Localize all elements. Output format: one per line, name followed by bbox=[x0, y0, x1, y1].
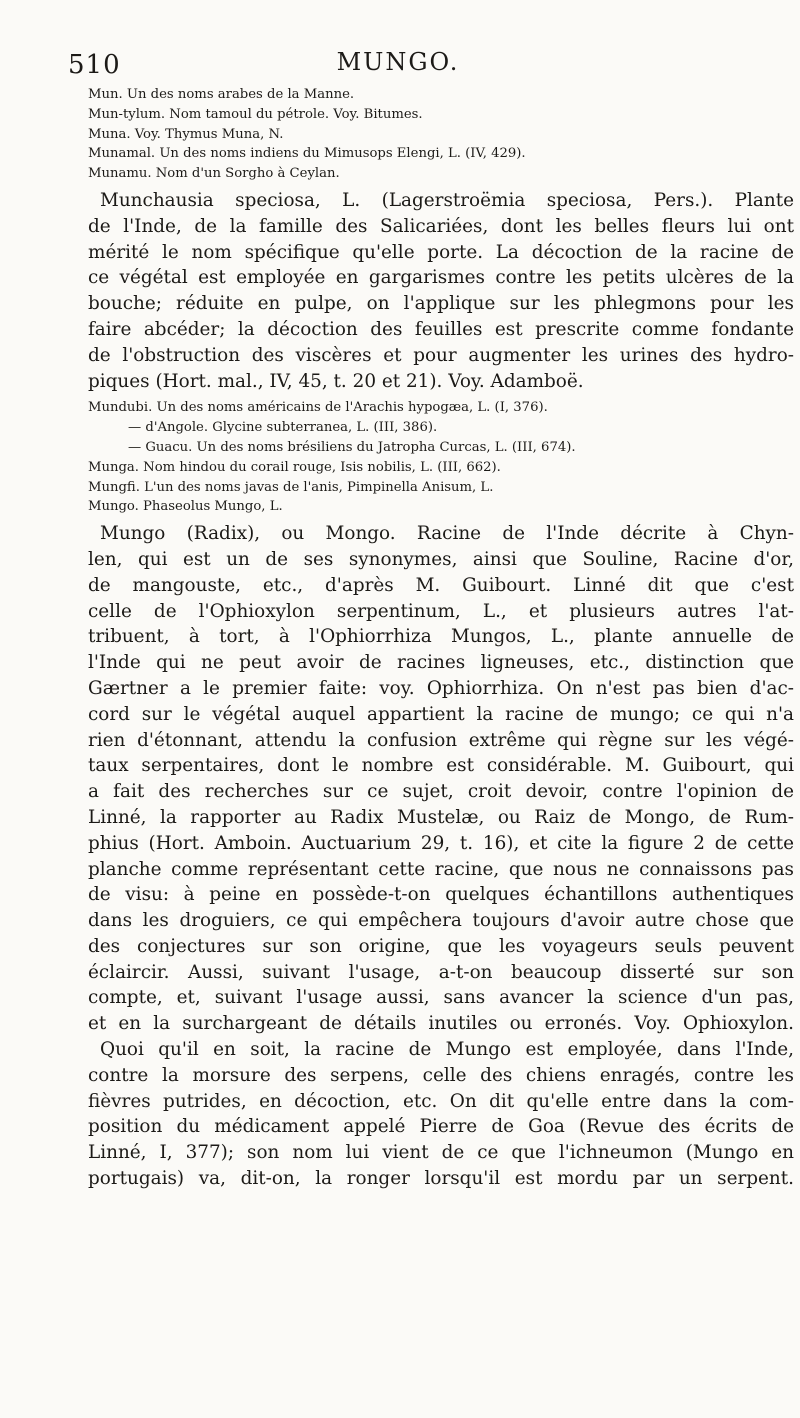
text-line: Linné, I, 377); son nom lui vient de ce que l'ichneumon (Mungo en bbox=[88, 1142, 794, 1164]
text-line: de l'obstruction des viscères et pour augmenter les urines des hydro- bbox=[88, 344, 794, 366]
entry-mungo-radix bbox=[88, 521, 794, 1037]
text-line: celle de l'Ophioxylon serpentinum, L., et plusieurs autres l'at- bbox=[88, 600, 794, 622]
text-line: a fait des recherches sur ce sujet, croit devoir, contre l'opinion de bbox=[88, 781, 794, 803]
text-line: taux serpentaires, dont le nombre est considérable. M. Guibourt, qui bbox=[88, 755, 794, 777]
text-line: Linné, la rapporter au Radix Mustelæ, ou Raiz de Mongo, de Rum- bbox=[88, 806, 794, 828]
text-line: contre la morsure des serpens, celle des chiens enragés, contre les bbox=[88, 1064, 794, 1086]
text-line: ce végétal est employée en gargarismes contre les petits ulcères de la bbox=[88, 267, 794, 289]
text-line: planche comme représentant cette racine, que nous ne connaissons pas bbox=[88, 858, 794, 880]
text-line: de l'Inde, de la famille des Salicariées, dont les belles fleurs lui ont bbox=[88, 215, 794, 237]
text-line: bouche; réduite en pulpe, on l'applique sur les phlegmons pour les bbox=[88, 293, 794, 315]
entry-mungo-phaseolus: Mungo. Phaseolus Mungo, L. bbox=[88, 499, 283, 515]
page-body bbox=[80, 85, 792, 1192]
text-line: len, qui est un de ses synonymes, ainsi que Souline, Racine d'or, bbox=[88, 548, 794, 570]
text-line: compte, et, suivant l'usage aussi, sans avancer la science d'un pas, bbox=[88, 987, 794, 1009]
text-line: portugais) va, dit-on, la ronger lorsqu'il est mordu par un serpent. bbox=[88, 1168, 794, 1190]
entry-mungfi: Mungfi. L'un des noms javas de l'anis, Pimpinella Anisum, L. bbox=[88, 479, 494, 495]
text-line: et en la surchargeant de détails inutiles ou erronés. Voy. Ophioxylon. bbox=[88, 1013, 794, 1035]
text-line: Mungo (Radix), ou Mongo. Racine de l'Inde décrite à Chyn- bbox=[100, 523, 794, 545]
paragraph-quoi-quil-en-soit bbox=[88, 1037, 794, 1192]
entry-muna: Muna. Voy. Thymus Muna, N. bbox=[88, 126, 284, 142]
text-line: rien d'étonnant, attendu la confusion extrême qui règne sur les végé- bbox=[88, 729, 794, 751]
running-title: MUNGO. bbox=[336, 48, 460, 76]
entry-mundubi: Mundubi. Un des noms américains de l'Arachis hypogæa, L. (I, 376). bbox=[88, 400, 548, 416]
page-number: 510 bbox=[68, 50, 121, 80]
entries-middle bbox=[88, 398, 792, 517]
entry-mundubi-guacu: — Guacu. Un des noms brésiliens du Jatropha Curcas, L. (III, 674). bbox=[128, 439, 576, 455]
entry-mundubi-angole: — d'Angole. Glycine subterranea, L. (III, 386). bbox=[128, 420, 438, 436]
entry-mun-tylum: Mun-tylum. Nom tamoul du pétrole. Voy. Bitumes. bbox=[88, 106, 423, 122]
text-line: Munchausia speciosa, L. (Lagerstroëmia speciosa, Pers.). Plante bbox=[100, 189, 794, 211]
text-line: phius (Hort. Amboin. Auctuarium 29, t. 16), et cite la figure 2 de cette bbox=[88, 832, 794, 854]
text-line: l'Inde qui ne peut avoir de racines ligneuses, etc., distinction que bbox=[88, 652, 794, 674]
entry-munamal: Munamal. Un des noms indiens du Mimusops Elengi, L. (IV, 429). bbox=[88, 146, 526, 162]
text-line: cord sur le végétal auquel appartient la racine de mungo; ce qui n'a bbox=[88, 703, 794, 725]
page-header bbox=[68, 46, 728, 86]
text-line: de mangouste, etc., d'après M. Guibourt. Linné dit que c'est bbox=[88, 574, 794, 596]
text-line: position du médicament appelé Pierre de Goa (Revue des écrits de bbox=[88, 1116, 794, 1138]
text-line: faire abcéder; la décoction des feuilles est prescrite comme fondante bbox=[88, 318, 794, 340]
text-line: piques (Hort. mal., IV, 45, t. 20 et 21). Voy. Adamboë. bbox=[88, 370, 584, 392]
entry-munamu: Munamu. Nom d'un Sorgho à Ceylan. bbox=[88, 166, 340, 182]
text-line: fièvres putrides, en décoction, etc. On dit qu'elle entre dans la com- bbox=[88, 1090, 794, 1112]
entries-top bbox=[88, 85, 792, 184]
entry-munga: Munga. Nom hindou du corail rouge, Isis nobilis, L. (III, 662). bbox=[88, 459, 501, 475]
entry-mun: Mun. Un des noms arabes de la Manne. bbox=[88, 87, 355, 102]
text-line: mérité le nom spécifique qu'elle porte. La décoction de la racine de bbox=[88, 241, 794, 263]
text-line: éclaircir. Aussi, suivant l'usage, a-t-on beaucoup disserté sur son bbox=[88, 961, 794, 983]
text-line: dans les droguiers, ce qui empêchera toujours d'avoir autre chose que bbox=[88, 910, 794, 932]
text-line: des conjectures sur son origine, que les voyageurs seuls peuvent bbox=[88, 935, 794, 957]
entry-munchausia-speciosa bbox=[88, 188, 794, 394]
text-line: Quoi qu'il en soit, la racine de Mungo est employée, dans l'Inde, bbox=[100, 1039, 794, 1061]
text-line: tribuent, à tort, à l'Ophiorrhiza Mungos, L., plante annuelle de bbox=[88, 626, 794, 648]
text-line: de visu: à peine en possède-t-on quelques échantillons authentiques bbox=[88, 884, 794, 906]
text-line: Gærtner a le premier faite: voy. Ophiorrhiza. On n'est pas bien d'ac- bbox=[88, 677, 794, 699]
